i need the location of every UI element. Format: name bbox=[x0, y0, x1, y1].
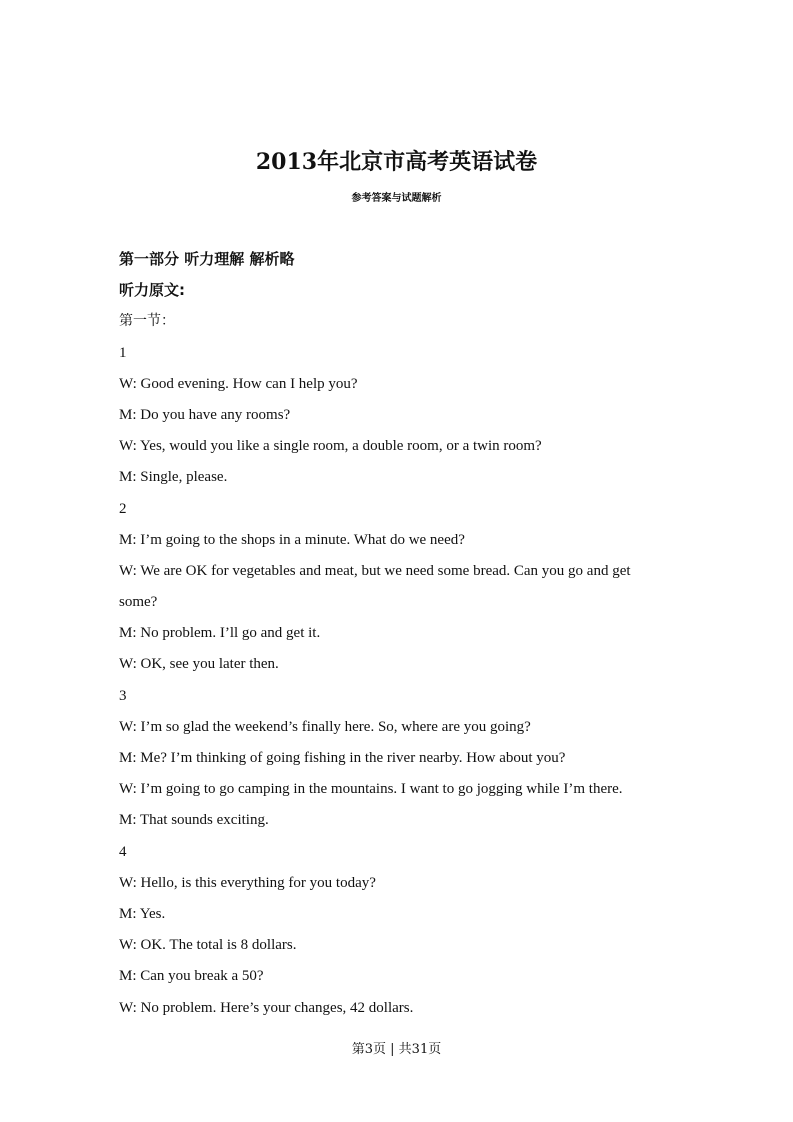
transcript-line: W: No problem. Here’s your changes, 42 dollars. bbox=[119, 999, 414, 1016]
transcript-line: some? bbox=[119, 594, 158, 611]
transcript-line: W: Good evening. How can I help you? bbox=[119, 375, 358, 392]
transcript-line: W: OK, see you later then. bbox=[119, 656, 279, 673]
document-title: 2013年北京市高考英语试卷 bbox=[255, 149, 538, 175]
part-label: 第一节： bbox=[119, 313, 175, 330]
transcript-line: W: Yes, would you like a single room, a double room, or a twin room? bbox=[119, 438, 542, 455]
section-heading: 第一部分 听力理解 解析略 bbox=[119, 250, 295, 268]
transcript-line: M: Do you have any rooms? bbox=[119, 406, 291, 423]
transcript-label: 听力原文: bbox=[119, 281, 185, 300]
document-subtitle: 参考答案与试题解析 bbox=[351, 193, 442, 204]
transcript-line: M: Me? I’m thinking of going fishing in the river nearby. How about you? bbox=[119, 750, 566, 766]
transcript-line: M: Can you break a 50? bbox=[119, 968, 264, 985]
transcript-line: 3 bbox=[119, 687, 127, 704]
transcript-line: 1 bbox=[119, 344, 127, 361]
transcript-line: M: Yes. bbox=[119, 905, 166, 922]
transcript-line: W: I’m so glad the weekend’s finally here. So, where are you going? bbox=[119, 718, 531, 735]
transcript-line: M: No problem. I’ll go and get it. bbox=[119, 625, 321, 642]
transcript-line: M: That sounds exciting. bbox=[119, 812, 269, 829]
page-footer: 第3页 | 共31页 bbox=[351, 1042, 442, 1057]
transcript-line: 2 bbox=[119, 500, 127, 517]
transcript bbox=[119, 338, 679, 1024]
transcript-line: 4 bbox=[119, 843, 127, 860]
transcript-line: M: I’m going to the shops in a minute. What do we need? bbox=[119, 531, 465, 548]
transcript-line: W: I’m going to go camping in the mountains. I want to go jogging while I’m there. bbox=[119, 781, 623, 798]
transcript-line: M: Single, please. bbox=[119, 469, 228, 486]
transcript-line: W: We are OK for vegetables and meat, but we need some bread. Can you go and get bbox=[119, 562, 631, 579]
transcript-line: W: OK. The total is 8 dollars. bbox=[119, 937, 297, 954]
transcript-line: W: Hello, is this everything for you today? bbox=[119, 874, 376, 891]
document-body bbox=[119, 244, 679, 1024]
